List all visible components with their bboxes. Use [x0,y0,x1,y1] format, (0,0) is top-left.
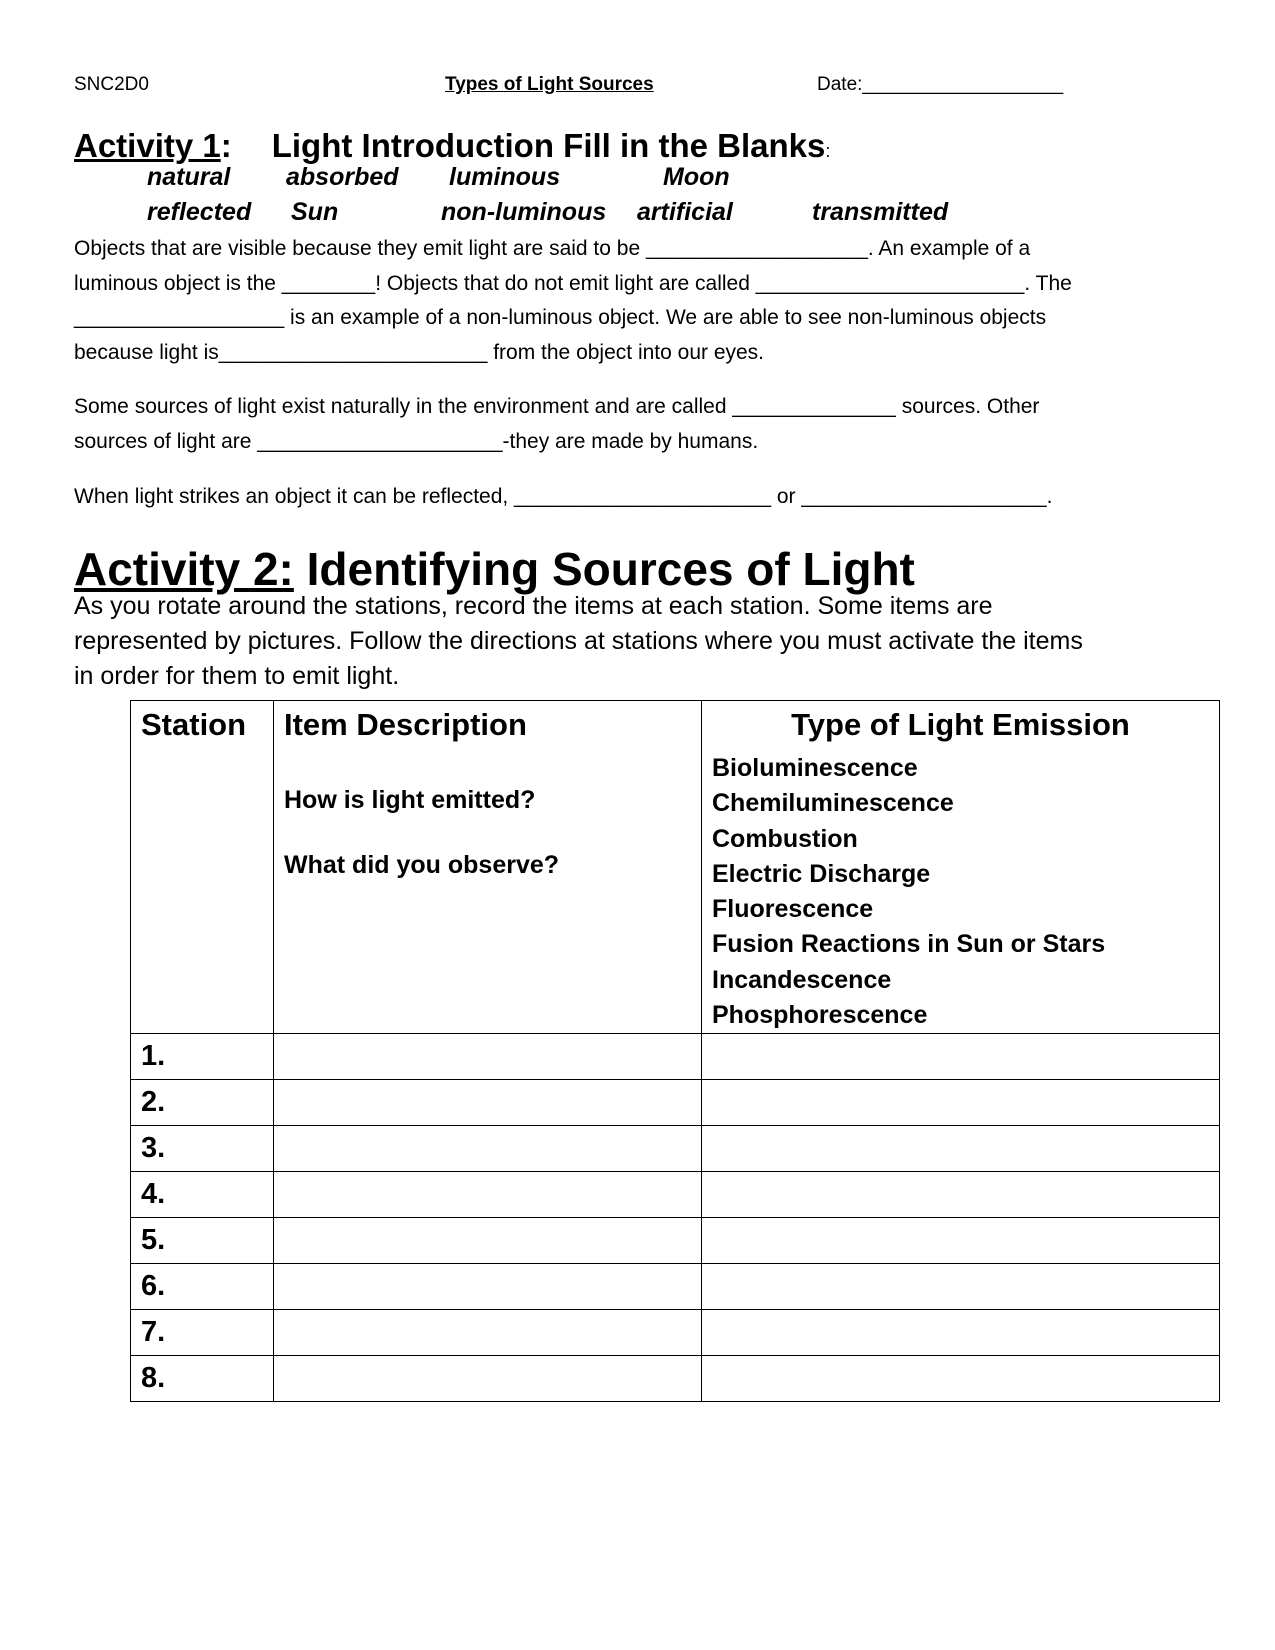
emission-types-list [702,751,1219,1033]
emission-type: Incandescence [712,965,892,994]
header-station [131,701,274,1034]
station-number: 8. [131,1356,274,1402]
item-description-cell[interactable] [274,1356,702,1402]
station-number: 5. [131,1218,274,1264]
paragraph-line: because light is_______________________ from the object into our eyes. [74,340,765,364]
light-emission-cell[interactable] [702,1080,1220,1126]
activity2-intro-line: As you rotate around the stations, record the items at each station. Some items are [74,592,993,620]
light-emission-cell[interactable] [702,1264,1220,1310]
station-number: 4. [131,1172,274,1218]
item-description-cell[interactable] [274,1218,702,1264]
light-emission-cell[interactable] [702,1126,1220,1172]
header-station-label: Station [141,707,247,742]
word-bank-word: non-luminous [441,198,607,226]
activity1-heading [74,127,830,165]
emission-type: Combustion [712,824,858,853]
word-bank-word: absorbed [286,163,399,191]
fill-blank-paragraph-1 [74,232,1072,370]
light-emission-cell[interactable] [702,1310,1220,1356]
activity2-title: Identifying Sources of Light [306,543,915,595]
paragraph-line: sources of light are _____________________-they are made by humans. [74,429,759,453]
item-description-cell[interactable] [274,1172,702,1218]
emission-type: Phosphorescence [712,1001,928,1030]
emission-type: Chemiluminescence [712,789,954,818]
item-description-cell[interactable] [274,1034,702,1080]
table-row [131,1218,1220,1264]
emission-type: Electric Discharge [712,859,931,888]
paragraph-line: luminous object is the ________! Objects that do not emit light are called _______________________. The [74,271,1072,295]
question-what-observed: What did you observe? [284,851,560,879]
paragraph-line: __________________ is an example of a non-luminous object. We are able to see non-luminous objects [74,306,1047,329]
word-bank-word: luminous [449,163,561,191]
question-how-emitted: How is light emitted? [284,786,536,814]
emission-type: Bioluminescence [712,754,918,782]
worksheet-title: Types of Light Sources [445,74,654,95]
station-number: 3. [131,1126,274,1172]
word-bank-word: artificial [637,198,733,226]
paragraph-line: Some sources of light exist naturally in the environment and are called ______________ sources. Other [74,395,1040,418]
activity1-title: Light Introduction Fill in the Blanks [271,127,826,164]
fill-blank-paragraph-3: When light strikes an object it can be reflected, ______________________ or _____________________. [74,485,1053,508]
activity2-heading [74,542,915,596]
word-bank-word: natural [147,163,231,191]
table-row [131,1264,1220,1310]
table-row [131,1356,1220,1402]
item-description-cell[interactable] [274,1080,702,1126]
station-number: 2. [131,1080,274,1126]
fill-blank-paragraph-2 [74,390,1039,459]
table-header-row [131,701,1220,1034]
date-field[interactable]: Date:___________________ [817,74,1064,95]
light-emission-cell[interactable] [702,1218,1220,1264]
course-code: SNC2D0 [74,74,149,95]
activity2-label: Activity 2: [74,543,294,595]
header-light-emission-label: Type of Light Emission [791,707,1130,742]
light-emission-cell[interactable] [702,1172,1220,1218]
table-row [131,1126,1220,1172]
word-bank-word: Moon [663,163,730,191]
paragraph-line: Objects that are visible because they emit light are said to be ___________________. An example of a [74,237,1031,260]
table-row [131,1172,1220,1218]
item-description-cell[interactable] [274,1126,702,1172]
station-number: 6. [131,1264,274,1310]
header-item-description [274,701,702,1034]
word-bank-word: Sun [291,198,339,226]
activity1-title-colon: : [825,141,831,161]
item-description-cell[interactable] [274,1310,702,1356]
activity2-intro-line: in order for them to emit light. [74,662,400,690]
word-bank-word: transmitted [812,198,949,226]
station-number: 7. [131,1310,274,1356]
table-row [131,1310,1220,1356]
light-emission-cell[interactable] [702,1356,1220,1402]
activity2-intro-line: represented by pictures. Follow the directions at stations where you must activate the items [74,627,1083,655]
header-light-emission [702,701,1220,1034]
light-emission-cell[interactable] [702,1034,1220,1080]
header-item-description-label: Item Description [284,707,527,742]
station-number: 1. [131,1034,274,1080]
emission-type: Fusion Reactions in Sun or Stars [712,930,1106,959]
table-row [131,1080,1220,1126]
stations-table [130,700,1220,1402]
word-bank-word: reflected [147,198,252,226]
activity1-colon: : [220,127,232,164]
emission-type: Fluorescence [712,895,874,924]
item-description-cell[interactable] [274,1264,702,1310]
activity1-label: Activity 1 [74,127,221,164]
table-row [131,1034,1220,1080]
